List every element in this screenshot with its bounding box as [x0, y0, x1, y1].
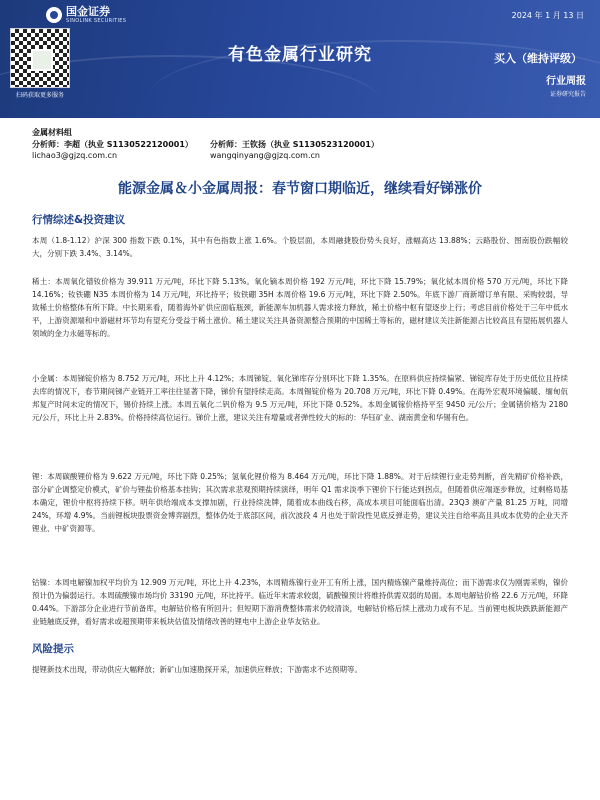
- report-type: 行业周报: [546, 76, 586, 87]
- analyst-email: wangqinyang@gjzq.com.cn: [210, 151, 320, 160]
- section-title-summary: 行情综述&投资建议: [32, 214, 126, 226]
- report-header: [0, 0, 600, 118]
- report-subtitle: 证券研究报告: [549, 91, 586, 98]
- report-headline: 能源金属＆小金属周报：春节窗口期临近，继续看好锑涨价: [118, 181, 482, 197]
- sector-label: 金属材料组: [32, 128, 72, 137]
- brand-name-cn: 国金证券: [66, 5, 110, 18]
- rating: 买入（维持评级）: [494, 52, 582, 65]
- paragraph-risk: 提锂新技术出现，带动供应大幅释放；新矿山加速勘探开采，加速供应释放；下游需求不达预期等。: [32, 665, 362, 674]
- paragraph-market: 本周（1.8-1.12）沪深 300 指数下跌 0.1%，其中有色指数上涨 1.6%。个股层面，本周融捷股份势头良好，涨幅高达 13.88%；云路股份、图南股份跌幅较大，分别下跌 3.4%、3.14%。: [32, 236, 568, 259]
- report-title: 有色金属行业研究: [228, 45, 372, 65]
- section-title-risk: 风险提示: [32, 643, 74, 655]
- paragraph-nickel-cobalt: 钴镍：本周电解镍加权平均价为 12.909 万元/吨，环比上升 4.23%，本周精炼镍行业开工有所上涨，国内精炼镍产量维持高位；而下游需求仅为刚需采购，镍价预计仍为偏弱运行。本周硫酸镍市场均价 33190 元/吨，环比持平。临近年末需求较弱，硫酸镍预计将维持供需双弱的局面。本周电解钴价格 22.6 万元/吨，环降 0.44%。下游部分企业进行节前备库，电解钴价格有所回升；但短期下游消费整体需求仍较清淡，电解钴价格后续上涨动力或有不足。当前锂电板块跌跌新能源产业链触底反弹，看好需求或超预期带来板块估值及情绪改善的锂电中上游企业华友钴业。: [32, 578, 568, 627]
- paragraph-lithium: 锂：本周碳酸锂价格为 9.622 万元/吨，环比下降 0.25%；氢氧化锂价格为 8.464 万元/吨，环比下降 1.88%。对于后续锂行业走势判断，首先精矿价格补跌，部分矿企调整定价模式，矿价与锂盐价格基本挂钩；其次需求悲观预期持续演绎，明年 Q1 需求淡季下锂价下行能达到拐点，但随着供应端逐步释放，过剩格局基本确定，锂价中枢将持续下移。明年供给端成本支撑加剧，行业持续洗牌，随着成本曲线右移，高成本项目可能面临出清。23Q3 澳矿产量 81.25 万吨，同增 24%，环增 4.9%。当前锂板块股票资金博弈剧烈，整体仍处于底部区间，前次波段 4 月也处于阶段性见底反弹走势，建议关注自给率高且具成本优势的企业天齐锂业、中矿资源等。: [32, 472, 568, 534]
- brand-name-en: SINOLINK SECURITIES: [66, 18, 127, 24]
- brand-logo: [46, 6, 126, 24]
- paragraph-minor-metals: 小金属：本周锑锭价格为 8.752 万元/吨，环比上升 4.12%；本周锑锭、氧化锑库存分别环比下降 1.35%。在原料供应持续偏紧、锑锭库存处于历史低位且持续去库的情况下，春节期间锑产业链开工率往往显著下降，锑价有望持续走高。本周锡锭价格为 20.708 万元/吨，环比下降 0.49%。在海外宏观环境偏暖、缅甸佤邦复产时间未定的情况下，锡价持续上涨。本周五氧化二钒价格为 9.5 万元/吨，环比下降 0.52%。本周金属镓价格持平至 9450 元/公斤；金属锗价格为 2180 元/公斤，环比上升 2.83%。价格持续高位运行。锑价上涨，建议关注有增量或者弹性较大的标的：华钰矿业、湖南黄金和华锡有色。: [32, 374, 568, 423]
- qr-caption: 扫码获取更多服务: [15, 92, 64, 99]
- paragraph-rare-earth: 稀土：本周氧化镨钕价格为 39.911 万元/吨，环比下降 5.13%。氧化镝本周价格 192 万元/吨，环比下降 15.79%；氧化铽本周价格 570 万元/吨，环比下降 14.16%；钕铁硼 N35 本周价格为 14 万元/吨，环比持平；钕铁硼 35H 本周价格 19.6 万元/吨，环比下降 2.50%。年底下游厂商新增订单有限、采购较弱，导致稀土价格整体有所下降。中长期来看，随着海外矿供应面临瓶颈，新能源车加机器人需求接力释放，稀土价格中枢有望逐步上行；考虑目前价格处于三年中低水平，上游资源端和中游磁材环节均有望充分受益于稀土涨价。稀土建议关注具备资源整合预期的中国稀土等标的，磁材建议关注新能源占比较高且有望拓展机器人领域的金力永磁等标的。: [32, 277, 568, 339]
- logo-icon: [46, 7, 62, 23]
- analyst-email: lichao3@gjzq.com.cn: [32, 151, 118, 160]
- analyst-1: [32, 139, 193, 161]
- analyst-name: 分析师：李超（执业 S1130522120001）: [32, 140, 193, 149]
- analyst-name: 分析师：王钦扬（执业 S1130523120001）: [210, 140, 379, 149]
- report-date: 2024 年 1 月 13 日: [511, 11, 584, 20]
- analyst-2: [210, 139, 379, 161]
